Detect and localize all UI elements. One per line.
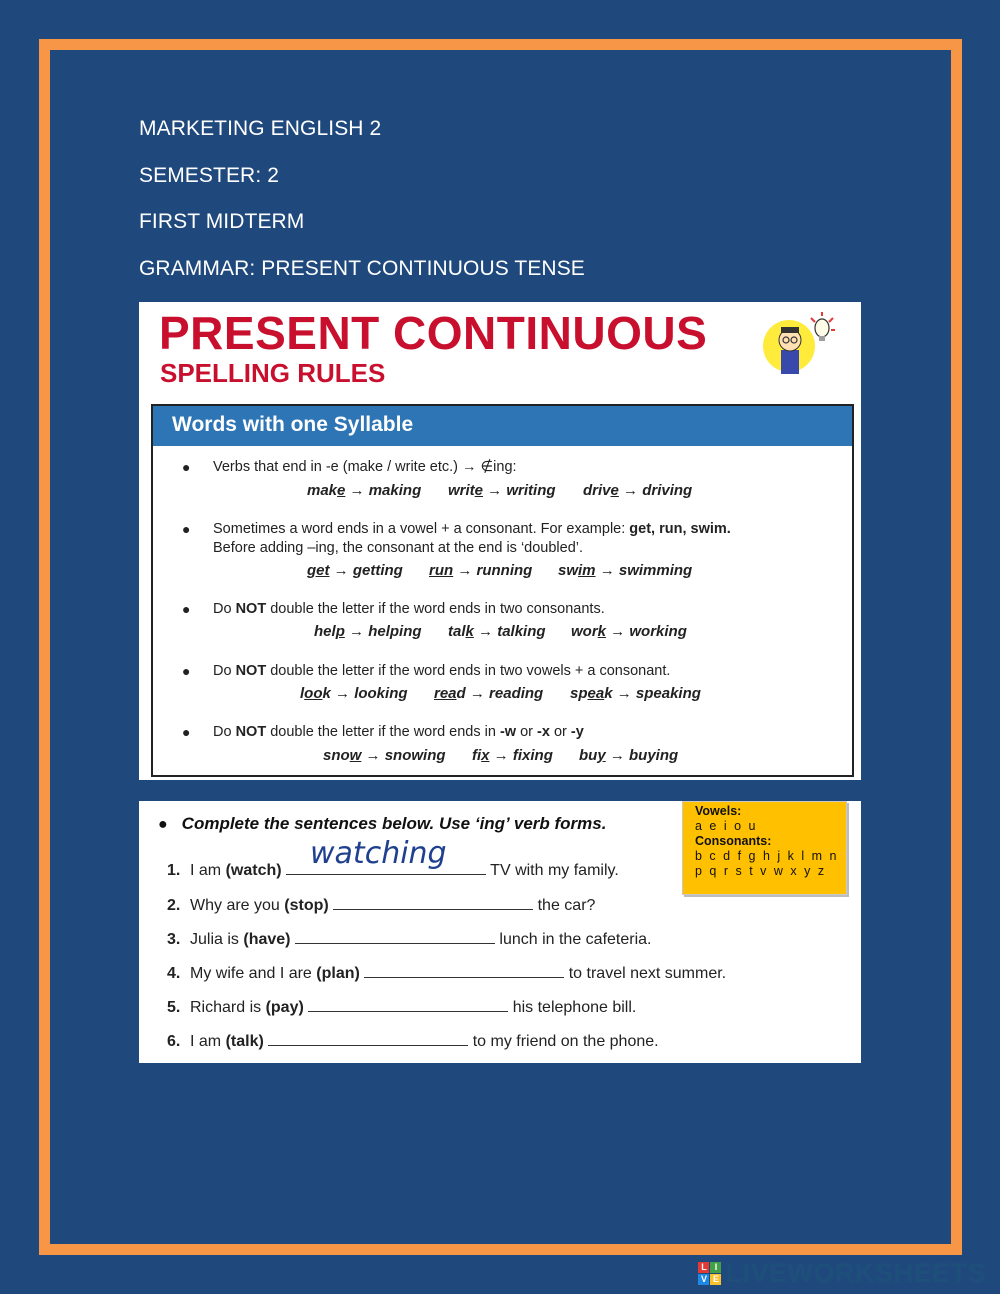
answer-text-1: watching (310, 836, 447, 871)
teacher-lightbulb-icon (759, 310, 839, 376)
sentence-3: 3. Julia is (have) lunch in the cafeteria. (167, 931, 652, 948)
rule-text: Verbs that end in -e (make / write etc.) → ∉ing: (213, 459, 517, 475)
answer-blank-2[interactable] (333, 896, 533, 910)
rule-item: ● Do NOT double the letter if the word ends in two vowels + a consonant. (182, 663, 671, 679)
one-syllable-rules-box (151, 404, 854, 777)
sentence-1: 1. I am (watch) watching TV with my family. (167, 836, 619, 879)
answer-blank-4[interactable] (364, 964, 564, 978)
rule-item: ● Do NOT double the letter if the word ends in two consonants. (182, 601, 605, 617)
example-pair: make → making (307, 482, 422, 499)
sentence-4: 4. My wife and I are (plan) to travel next summer. (167, 965, 727, 982)
course-title: MARKETING ENGLISH 2 (139, 117, 382, 140)
spelling-rules-panel (139, 302, 861, 780)
rule-item: ● Sometimes a word ends in a vowel + a consonant. For example: get, run, swim. Before adding –ing, the consonant at the end is ‘doubled’. (182, 521, 731, 556)
bullet-icon: ● (182, 663, 191, 679)
rule-item: ● Do NOT double the letter if the word ends in -w or -x or -y (182, 724, 584, 740)
liveworksheets-logo[interactable] (698, 1258, 986, 1289)
example-pair: swim → swimming (558, 562, 693, 579)
exercise-panel (139, 801, 861, 1063)
sentence-5: 5. Richard is (pay) his telephone bill. (167, 999, 637, 1016)
example-pair: look → looking (300, 685, 408, 702)
answer-blank-1[interactable] (286, 836, 486, 875)
example-pair: speak → speaking (570, 685, 701, 702)
sentence-6: 6. I am (talk) to my friend on the phone. (167, 1033, 659, 1050)
rule-item (182, 458, 813, 477)
vowels-consonants-box: Vowels: a e i o u Consonants: b c d f g h j k l m n p q r s t v w x y z (682, 801, 847, 895)
example-pair: work → working (571, 623, 687, 640)
section-header: Words with one Syllable (153, 406, 852, 446)
example-pair: snow → snowing (323, 747, 446, 764)
topic-label: GRAMMAR: PRESENT CONTINUOUS TENSE (139, 257, 585, 280)
spelling-rules-subtitle: SPELLING RULES (160, 358, 386, 388)
brand-name: LIVEWORKSHEETS (725, 1258, 986, 1288)
logo-squares-icon: L I V E (698, 1262, 721, 1285)
bullet-icon: ● (182, 521, 191, 537)
answer-blank-6[interactable] (268, 1032, 468, 1046)
bullet-icon: ● (182, 724, 191, 740)
example-pair: drive → driving (583, 482, 693, 499)
exercise-instruction: ● Complete the sentences below. Use ‘ing’ verb forms. (158, 814, 607, 833)
sentence-2: 2. Why are you (stop) the car? (167, 897, 596, 914)
example-pair: write → writing (448, 482, 556, 499)
bullet-icon: ● (182, 601, 191, 617)
example-pair: talk → talking (448, 623, 546, 640)
example-pair: buy → buying (579, 747, 679, 764)
bullet-icon: ● (182, 459, 191, 475)
example-pair: get → getting (307, 562, 403, 579)
answer-blank-5[interactable] (308, 998, 508, 1012)
semester-label: SEMESTER: 2 (139, 164, 279, 187)
example-pair: fix → fixing (472, 747, 553, 764)
example-pair: run → running (429, 562, 533, 579)
exam-label: FIRST MIDTERM (139, 210, 305, 233)
present-continuous-title: PRESENT CONTINUOUS (159, 307, 708, 359)
bullet-icon: ● (158, 816, 168, 833)
example-pair: help → helping (314, 623, 422, 640)
answer-blank-3[interactable] (295, 930, 495, 944)
example-pair: read → reading (434, 685, 544, 702)
